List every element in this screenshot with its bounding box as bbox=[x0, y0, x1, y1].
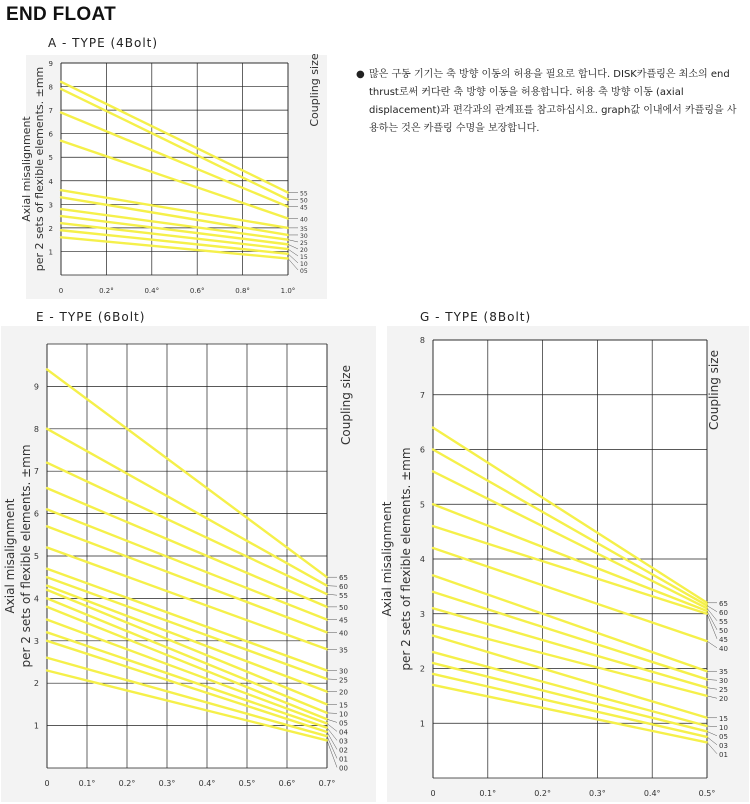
series-label: 05 bbox=[300, 267, 308, 275]
series-label: 35 bbox=[300, 225, 308, 233]
note-text: 많은 구동 기기는 축 방향 이동의 허용을 필요로 합니다. DISK카플링은 최소의 end thrust로써 커다란 축 방향 이동을 허용합니다. 허용 축 방향 이동 (axial displacement)과 편각과의 관계표를 참고하십시요. graph값 이내에서 카플링을 사용하는 것은 카플링 수명을 보장합니다. bbox=[369, 69, 737, 134]
series-leader-line bbox=[707, 679, 717, 680]
series-label: 01 bbox=[719, 750, 728, 759]
series-label: 20 bbox=[719, 695, 728, 704]
y-tick-label: 3 bbox=[33, 636, 39, 646]
series-label: 30 bbox=[719, 677, 728, 686]
y-axis-title-line1: Axial misalignment bbox=[380, 501, 394, 617]
y-tick-label: 1 bbox=[419, 719, 425, 729]
series-label: 60 bbox=[339, 583, 348, 592]
x-tick-label: 0.4° bbox=[198, 779, 216, 788]
y-tick-label: 6 bbox=[33, 509, 39, 519]
series-label: 40 bbox=[719, 644, 728, 653]
coupling-size-label: Coupling size bbox=[308, 53, 321, 127]
y-tick-label: 3 bbox=[419, 609, 425, 619]
series-leader-line bbox=[707, 606, 717, 612]
chart-g-title: G - TYPE (8Bolt) bbox=[420, 310, 532, 324]
series-label: 20 bbox=[339, 688, 348, 697]
y-tick-label: 1 bbox=[48, 248, 53, 257]
series-label: 03 bbox=[339, 737, 348, 746]
series-leader-line bbox=[707, 696, 717, 698]
y-tick-label: 9 bbox=[33, 382, 39, 392]
y-tick-label: 8 bbox=[33, 424, 39, 434]
x-tick-label: 0 bbox=[430, 789, 436, 798]
chart-e-title: E - TYPE (6Bolt) bbox=[36, 310, 146, 324]
x-tick-label: 0.3° bbox=[158, 779, 176, 788]
series-leader-line bbox=[707, 737, 717, 745]
y-tick-label: 9 bbox=[48, 60, 53, 68]
y-axis-title-line1: Axial misalignment bbox=[3, 498, 17, 614]
series-label: 05 bbox=[719, 732, 728, 741]
series-label: 30 bbox=[339, 667, 348, 676]
series-label: 65 bbox=[339, 574, 348, 583]
series-label: 50 bbox=[300, 197, 308, 205]
series-label: 04 bbox=[339, 728, 348, 737]
series-label: 15 bbox=[300, 253, 308, 261]
series-label: 02 bbox=[339, 746, 348, 755]
y-tick-label: 7 bbox=[33, 467, 39, 477]
coupling-size-label: Coupling size bbox=[707, 350, 721, 430]
series-label: 00 bbox=[339, 764, 348, 773]
x-tick-label: 0.4° bbox=[144, 287, 160, 295]
series-label: 10 bbox=[339, 710, 348, 719]
y-tick-label: 7 bbox=[48, 107, 53, 116]
series-label: 30 bbox=[300, 232, 308, 240]
series-label: 60 bbox=[719, 608, 728, 617]
series-label: 15 bbox=[719, 714, 728, 723]
series-label: 01 bbox=[339, 755, 348, 764]
x-tick-label: 0.3° bbox=[589, 789, 606, 798]
x-tick-label: 0.4° bbox=[643, 789, 661, 798]
series-label: 50 bbox=[339, 603, 348, 612]
series-label: 25 bbox=[339, 676, 348, 685]
y-tick-label: 2 bbox=[48, 224, 53, 233]
bullet-icon: ● bbox=[356, 69, 365, 80]
coupling-size-label: Coupling size bbox=[339, 365, 353, 445]
x-tick-label: 0.1° bbox=[479, 789, 497, 798]
series-label: 20 bbox=[300, 246, 308, 254]
x-tick-label: 0.5° bbox=[238, 779, 256, 788]
series-label: 55 bbox=[300, 190, 308, 198]
series-label: 55 bbox=[719, 617, 728, 626]
y-tick-label: 2 bbox=[33, 679, 39, 689]
x-tick-label: 0.7° bbox=[318, 779, 336, 788]
y-tick-label: 1 bbox=[33, 721, 39, 731]
series-label: 10 bbox=[300, 260, 308, 268]
series-leader-line bbox=[707, 731, 717, 735]
x-tick-label: 0.2° bbox=[99, 287, 114, 295]
series-leader-line bbox=[707, 614, 717, 639]
series-label: 25 bbox=[300, 239, 308, 247]
y-tick-label: 7 bbox=[419, 390, 425, 400]
y-tick-label: 8 bbox=[48, 83, 53, 92]
y-tick-label: 6 bbox=[419, 445, 425, 455]
y-axis-title-line2: per 2 sets of flexible elements. ±mm bbox=[33, 66, 46, 272]
series-label: 40 bbox=[339, 629, 348, 638]
series-label: 35 bbox=[719, 668, 728, 677]
y-tick-label: 8 bbox=[419, 336, 425, 345]
y-tick-label: 4 bbox=[419, 555, 425, 564]
x-tick-label: 0 bbox=[44, 779, 50, 788]
x-tick-label: 0.2° bbox=[118, 779, 136, 788]
y-tick-label: 6 bbox=[48, 130, 53, 139]
series-label: 25 bbox=[719, 686, 728, 695]
y-tick-label: 4 bbox=[33, 594, 39, 604]
chart-a-title: A - TYPE (4Bolt) bbox=[48, 36, 159, 50]
x-tick-label: 0.6° bbox=[189, 287, 205, 295]
series-label: 45 bbox=[300, 204, 308, 212]
x-tick-label: 0.1° bbox=[78, 779, 96, 788]
series-label: 10 bbox=[719, 723, 728, 732]
y-tick-label: 3 bbox=[48, 201, 53, 210]
series-leader-line bbox=[707, 641, 717, 648]
y-tick-label: 5 bbox=[419, 500, 425, 510]
x-tick-label: 0.2° bbox=[534, 789, 551, 798]
y-axis-title-line1: Axial misalignment bbox=[20, 116, 33, 222]
y-axis-title-line2: per 2 sets of flexible elements. ±mm bbox=[19, 444, 33, 668]
series-label: 03 bbox=[719, 741, 728, 750]
series-leader-line bbox=[707, 688, 717, 690]
series-leader-line bbox=[707, 726, 717, 727]
x-tick-label: 1.0° bbox=[280, 287, 296, 295]
series-leader-line bbox=[707, 742, 717, 753]
series-leader-line bbox=[707, 611, 717, 630]
series-label: 50 bbox=[719, 626, 728, 635]
series-label: 15 bbox=[339, 701, 348, 710]
x-tick-label: 0.6° bbox=[278, 779, 296, 788]
page-title: END FLOAT bbox=[6, 4, 117, 25]
series-label: 40 bbox=[300, 216, 308, 224]
series-label: 45 bbox=[339, 616, 348, 625]
series-leader-line bbox=[707, 608, 717, 621]
series-label: 35 bbox=[339, 646, 348, 655]
y-axis-title-line2: per 2 sets of flexible elements. ±mm bbox=[399, 447, 413, 671]
series-label: 05 bbox=[339, 719, 348, 728]
x-tick-label: 0 bbox=[58, 287, 64, 295]
y-tick-label: 2 bbox=[419, 664, 425, 674]
series-label: 45 bbox=[719, 635, 728, 644]
x-tick-label: 0.5° bbox=[698, 789, 716, 798]
series-label: 65 bbox=[719, 599, 728, 608]
y-tick-label: 5 bbox=[33, 552, 39, 561]
x-tick-label: 0.8° bbox=[235, 287, 250, 295]
series-label: 55 bbox=[339, 592, 348, 601]
y-tick-label: 5 bbox=[48, 154, 53, 163]
y-tick-label: 4 bbox=[48, 177, 53, 186]
